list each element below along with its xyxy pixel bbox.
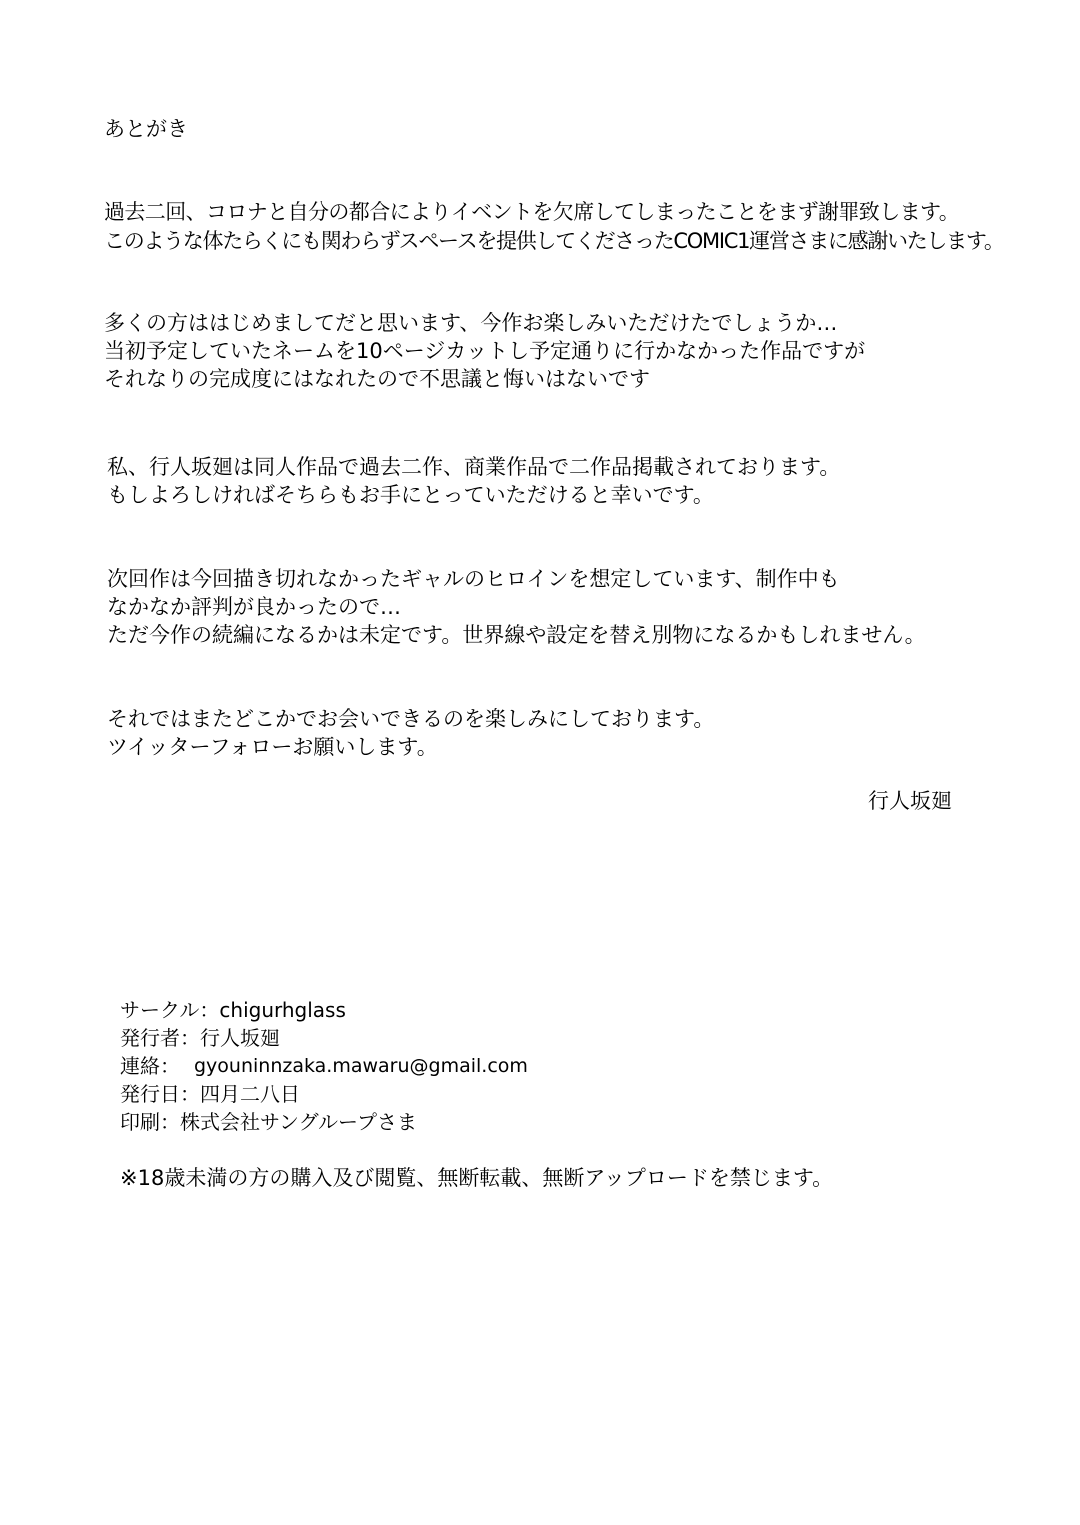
paragraph-line: それではまたどこかでお会いできるのを楽しみにしております。 xyxy=(107,707,715,731)
colophon-contact-label: 連絡： xyxy=(120,1054,180,1078)
paragraph-line: 当初予定していたネームを10ページカットし予定通りに行かなかった作品ですが xyxy=(104,339,866,363)
paragraph-line: なかなか評判が良かったので… xyxy=(107,595,401,619)
afterword-heading: あとがき xyxy=(104,117,188,141)
paragraph-line: ただ今作の続編になるかは未定です。世界線や設定を替え別物になるかもしれません。 xyxy=(107,623,926,647)
paragraph-line: ツイッターフォローお願いします。 xyxy=(107,735,438,759)
paragraph-line: このような体たらくにも関わらずスペースを提供してくださったCOMIC1運営さまに感謝いたします。 xyxy=(104,229,1004,253)
paragraph-line: 次回作は今回描き切れなかったギャルのヒロインを想定しています、制作中も xyxy=(107,567,840,591)
author-signature: 行人坂廻 xyxy=(868,789,952,813)
age-restriction-notice: ※18歳未満の方の購入及び閲覧、無断転載、無断アップロードを禁じます。 xyxy=(120,1166,834,1190)
colophon-contact-email: gyouninnzaka.mawaru@gmail.com xyxy=(194,1055,528,1077)
colophon-date: 発行日：四月二八日 xyxy=(120,1082,300,1106)
paragraph-line: 私、行人坂廻は同人作品で過去二作、商業作品で二作品掲載されております。 xyxy=(107,455,841,479)
paragraph-line: 多くの方ははじめましてだと思います、今作お楽しみいただけたでしょうか… xyxy=(104,311,838,335)
colophon-publisher: 発行者：行人坂廻 xyxy=(120,1026,280,1050)
paragraph-line: 過去二回、コロナと自分の都合によりイベントを欠席してしまったことをまず謝罪致します。 xyxy=(104,200,960,224)
colophon-printer: 印刷：株式会社サングループさま xyxy=(120,1110,417,1134)
colophon-circle: サークル：chigurhglass xyxy=(120,998,346,1022)
paragraph-line: それなりの完成度にはなれたので不思議と悔いはないです xyxy=(104,367,650,391)
paragraph-line: もしよろしければそちらもお手にとっていただけると幸いです。 xyxy=(107,483,714,507)
